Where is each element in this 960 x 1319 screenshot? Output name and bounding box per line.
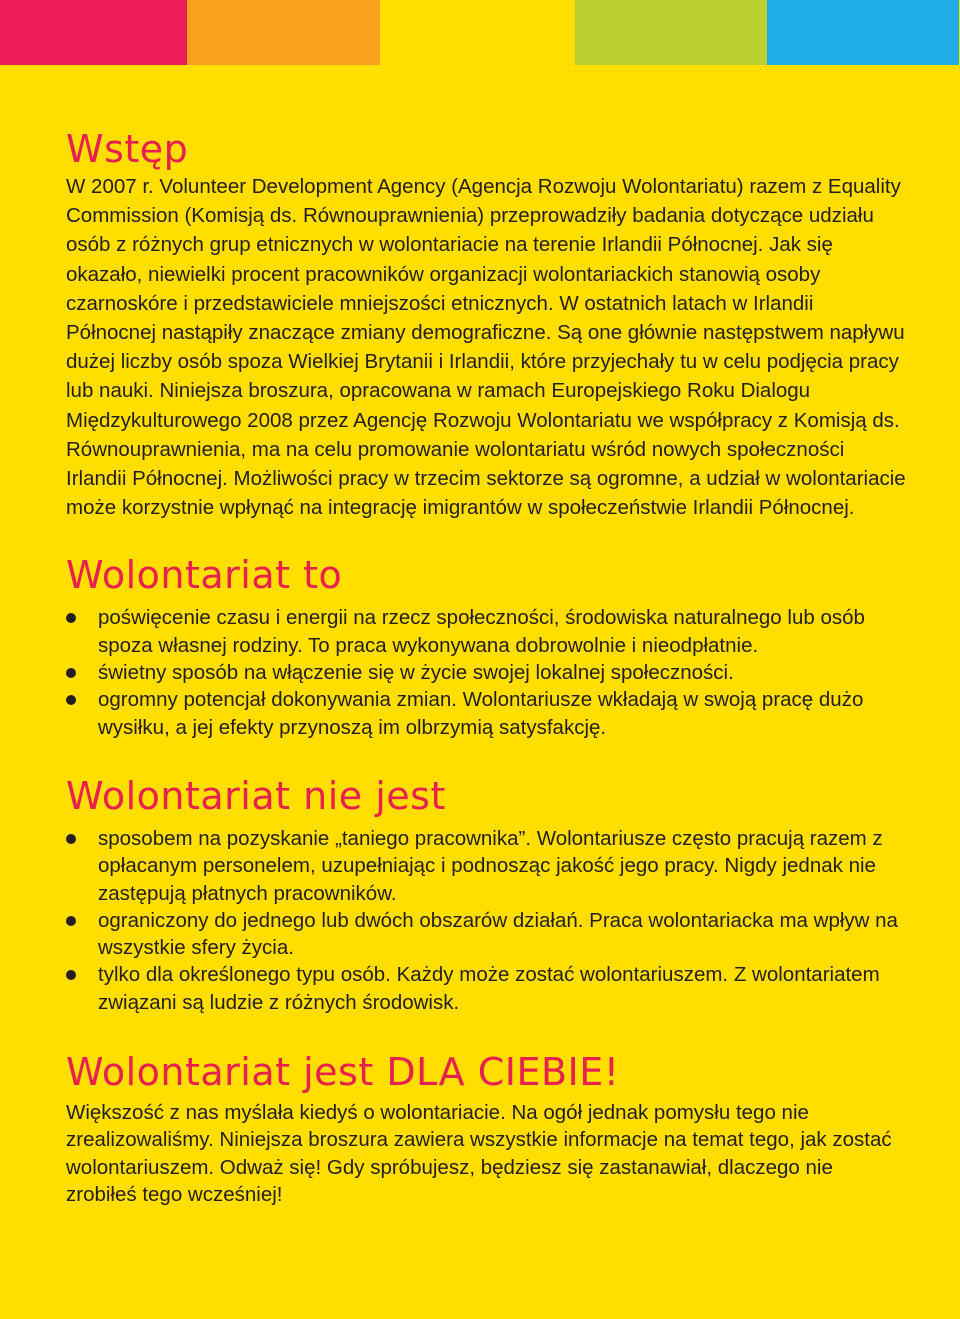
document-content	[66, 126, 906, 1208]
volunteering-is-heading: Wolontariat to	[66, 553, 343, 598]
stripe-pink	[0, 0, 187, 65]
list-item: ogromny potencjał dokonywania zmian. Wolontariusze wkładają w swoją pracę dużo wysiłku, a jej efekty przynoszą im olbrzymią satysfakcję.	[66, 686, 906, 741]
volunteering-is-list	[66, 604, 906, 740]
stripe-orange	[187, 0, 380, 65]
for-you-heading: Wolontariat jest DLA CIEBIE!	[66, 1050, 620, 1094]
list-item: świetny sposób na włączenie się w życie swojej lokalnej społeczności.	[66, 659, 906, 686]
volunteering-is-section	[66, 552, 906, 740]
intro-section	[66, 126, 906, 522]
stripe-yellow	[380, 0, 575, 65]
for-you-paragraph: Większość z nas myślała kiedyś o wolontariacie. Na ogół jednak pomysłu tego nie zrealizowaliśmy. Niniejsza broszura zawiera wszystkie informacje na temat tego, jak zostać wolontariuszem. Odważ się! Gdy spróbujesz, będziesz się zastanawiał, dlaczego nie zrobiłeś tego wcześniej!	[66, 1101, 892, 1206]
intro-paragraph: W 2007 r. Volunteer Development Agency (Agencja Rozwoju Wolontariatu) razem z Equality Commission (Komisją ds. Równouprawnienia) przeprowadziły badania dotyczące udziału osób z różnych grup etnicznych w wolontariacie na terenie Irlandii Północnej. Jak się okazało, niewielki procent pracowników organizacji wolontariackich stanowią osoby czarnoskóre i przedstawiciele mniejszości etnicznych. W ostatnich latach w Irlandii Północnej nastąpiły znaczące zmiany demograficzne. Są one głównie następstwem napływu dużej liczby osób spoza Wielkiej Brytanii i Irlandii, które przyjechały tu w celu podjęcia pracy lub nauki. Niniejsza broszura, opracowana w ramach Europejskiego Roku Dialogu Międzykulturowego 2008 przez Agencję Rozwoju Wolontariatu we współpracy z Komisją ds. Równouprawnienia, ma na celu promowanie wolontariatu wśród nowych społeczności Irlandii Północnej. Możliwości pracy w trzecim sektorze są ogromne, a udział w wolontariacie może korzystnie wpłynąć na integrację imigrantów w społeczeństwie Irlandii Północnej.	[66, 175, 906, 520]
for-you-section	[66, 1049, 906, 1208]
volunteering-is-not-heading: Wolontariat nie jest	[66, 773, 446, 818]
color-stripe-bar	[0, 0, 960, 65]
list-item: ograniczony do jednego lub dwóch obszarów działań. Praca wolontariacka ma wpływ na wszystkie sfery życia.	[66, 907, 906, 962]
list-item: tylko dla określonego typu osób. Każdy może zostać wolontariuszem. Z wolontariatem związani są ludzie z różnych środowisk.	[66, 961, 906, 1016]
stripe-blue	[767, 0, 959, 65]
intro-heading: Wstęp	[66, 127, 189, 171]
volunteering-is-not-list	[66, 825, 906, 1016]
list-item: poświęcenie czasu i energii na rzecz społeczności, środowiska naturalnego lub osób spoza własnej rodziny. To praca wykonywana dobrowolnie i nieodpłatnie.	[66, 604, 906, 659]
list-item: sposobem na pozyskanie „taniego pracownika”. Wolontariusze często pracują razem z opłacanym personelem, uzupełniając i podnosząc jakość jego pracy. Nigdy jednak nie zastępują płatnych pracowników.	[66, 825, 906, 907]
volunteering-is-not-section	[66, 773, 906, 1016]
stripe-green	[575, 0, 767, 65]
